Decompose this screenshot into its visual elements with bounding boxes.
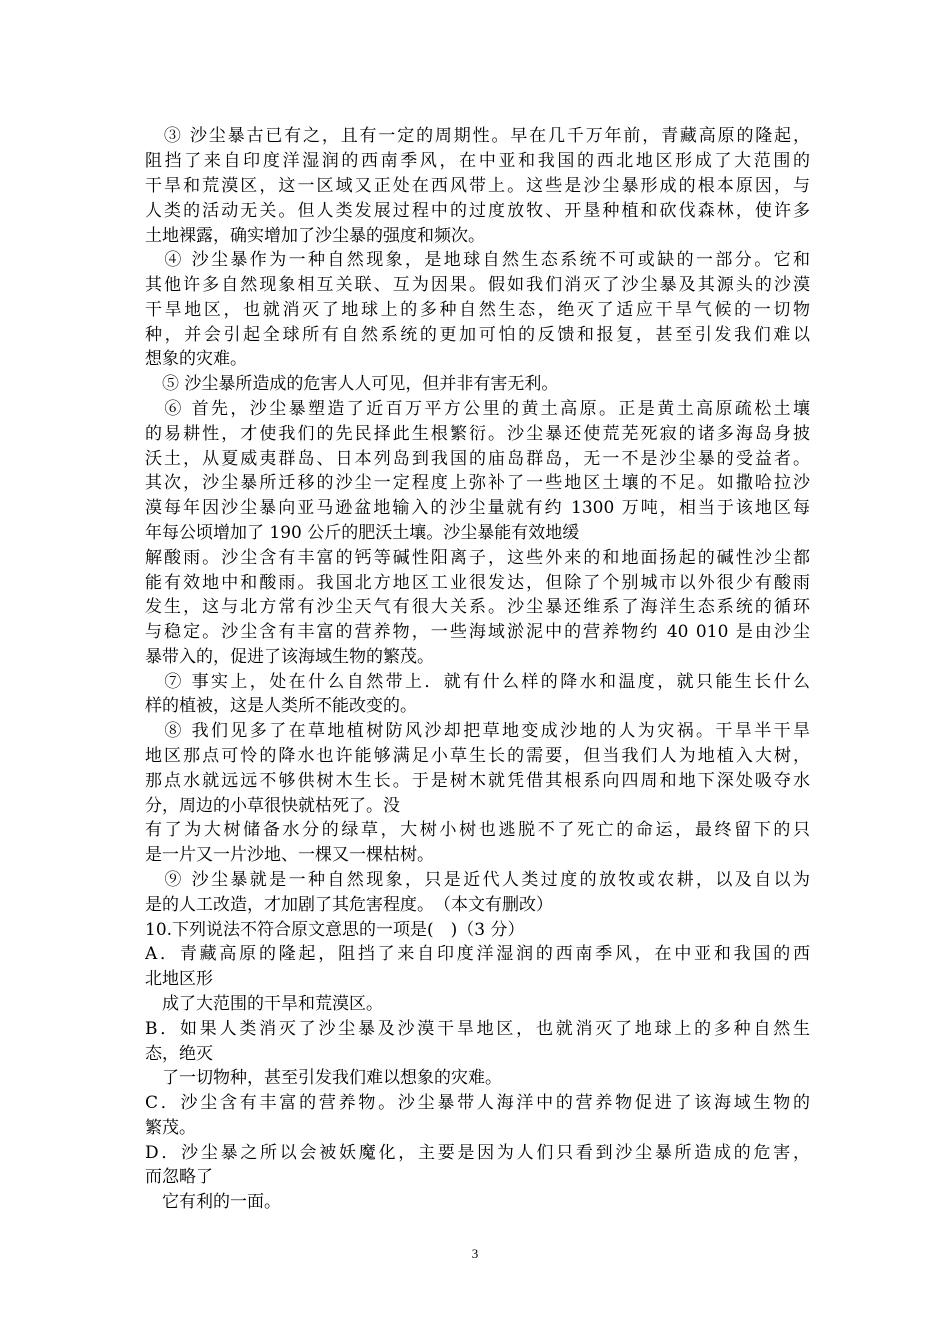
option-b: B．如果人类消灭了沙尘暴及沙漠干旱地区，也就消灭了地球上的多种自然生 (145, 1019, 810, 1039)
text-line: ④ 沙尘暴作为一种自然现象，是地球自然生态系统不可或缺的一部分。它和 (145, 250, 810, 270)
text-line: 是一片又一片沙地、一棵又一棵枯树。 (145, 845, 434, 865)
option-b: 态，绝灭 (145, 1044, 213, 1064)
text-line: ⑥ 首先，沙尘暴塑造了近百万平方公里的黄土高原。正是黄土高原疏松土壤 (145, 399, 810, 419)
text-line: 人类的活动无关。但人类发展过程中的过度放牧、开垦种植和砍伐森林，使许多 (145, 201, 810, 221)
text-line: 地区那点可怜的降水也许能够满足小草生长的需要，但当我们人为地植入大树， (145, 746, 810, 766)
text-line: ③ 沙尘暴古已有之，且有一定的周期性。早在几千万年前，青藏高原的隆起， (145, 126, 810, 146)
text-line: 阻挡了来自印度洋湿润的西南季风，在中亚和我国的西北地区形成了大范围的 (145, 151, 810, 171)
text-line: 漠每年因沙尘暴向亚马逊盆地输入的沙尘量就有约 1300 万吨，相当于该地区每 (145, 498, 810, 518)
text-line: 暴带入的，促进了该海域生物的繁茂。 (145, 647, 434, 667)
option-d: 而忽略了 (145, 1167, 213, 1187)
text-line: 能有效地中和酸雨。我国北方地区工业很发达，但除了个别城市以外很少有酸雨 (145, 573, 810, 593)
text-line: 的易耕性，才使我们的先民择此生根繁衍。沙尘暴还使荒芜死寂的诸多海岛身披 (145, 424, 810, 444)
text-line: 年每公顷增加了 190 公斤的肥沃土壤。沙尘暴能有效地缓 (145, 523, 580, 543)
option-c: C．沙尘含有丰富的营养物。沙尘暴带人海洋中的营养物促进了该海域生物的 (145, 1093, 810, 1113)
text-line: 其他许多自然现象相互关联、互为因果。假如我们消灭了沙尘暴及其源头的沙漠 (145, 275, 810, 295)
text-line: ⑦ 事实上，处在什么自然带上．就有什么样的降水和温度，就只能生长什么 (145, 672, 810, 692)
option-d: 它有利的一面。 (145, 1192, 281, 1212)
text-line: 分，周边的小草很快就枯死了。没 (145, 796, 400, 816)
text-line: 是的人工改造，才加剧了其危害程度。 （本文有删改） (145, 895, 553, 915)
option-b: 了一切物种，甚至引发我们难以想象的灾难。 (145, 1068, 502, 1088)
option-a: 北地区形 (145, 969, 213, 989)
option-c: 繁茂。 (145, 1118, 196, 1138)
text-line: 与稳定。沙尘含有丰富的营养物，一些海域淤泥中的营养物约 40 010 是由沙尘 (145, 622, 810, 642)
option-a: A．青藏高原的隆起，阻挡了来自印度洋湿润的西南季风，在中亚和我国的西 (145, 944, 810, 964)
text-line: ⑨ 沙尘暴就是一种自然现象，只是近代人类过度的放牧或农耕，以及自以为 (145, 870, 810, 890)
text-line: 解酸雨。沙尘含有丰富的钙等碱性阳离子，这些外来的和地面扬起的碱性沙尘都 (145, 548, 810, 568)
text-line: 土地裸露，确实增加了沙尘暴的强度和频次。 (145, 226, 485, 246)
option-d: D．沙尘暴之所以会被妖魔化，主要是因为人们只看到沙尘暴所造成的危害， (145, 1143, 810, 1163)
text-line: 沃土，从夏威夷群岛、日本列岛到我国的庙岛群岛，无一不是沙尘暴的受益者。 (145, 449, 810, 469)
text-line: ⑧ 我们见多了在草地植树防风沙却把草地变成沙地的人为灾祸。干旱半干旱 (145, 721, 810, 741)
text-line: 干旱和荒漠区，这一区域又正处在西风带上。这些是沙尘暴形成的根本原因，与 (145, 176, 810, 196)
option-a: 成了大范围的干旱和荒漠区。 (145, 994, 383, 1014)
text-line: 有了为大树储备水分的绿草，大树小树也逃脱不了死亡的命运，最终留下的只 (145, 820, 810, 840)
page-number: 3 (471, 1246, 479, 1261)
text-line: 种，并会引起全球所有自然系统的更加可怕的反馈和报复，甚至引发我们难以 (145, 325, 810, 345)
text-line: 那点水就远远不够供树木生长。于是树木就凭借其根系向四周和地下深处吸夺水 (145, 771, 810, 791)
text-line: 发生，这与北方常有沙尘天气有很大关系。沙尘暴还维系了海洋生态系统的循环 (145, 597, 810, 617)
text-line: 样的植被，这是人类所不能改变的。 (145, 696, 417, 716)
text-line: ⑤ 沙尘暴所造成的危害人人可见，但并非有害无利。 (145, 374, 559, 394)
text-line: 干旱地区，也就消灭了地球上的多种自然生态，绝灭了适应干旱气候的一切物 (145, 300, 810, 320)
question-stem: 10.下列说法不符合原文意思的一项是( )（3 分） (145, 920, 525, 940)
text-line: 其次，沙尘暴所迁移的沙尘一定程度上弥补了一些地区土壤的不足。如撒哈拉沙 (145, 473, 810, 493)
text-line: 想象的灾难。 (145, 349, 247, 369)
